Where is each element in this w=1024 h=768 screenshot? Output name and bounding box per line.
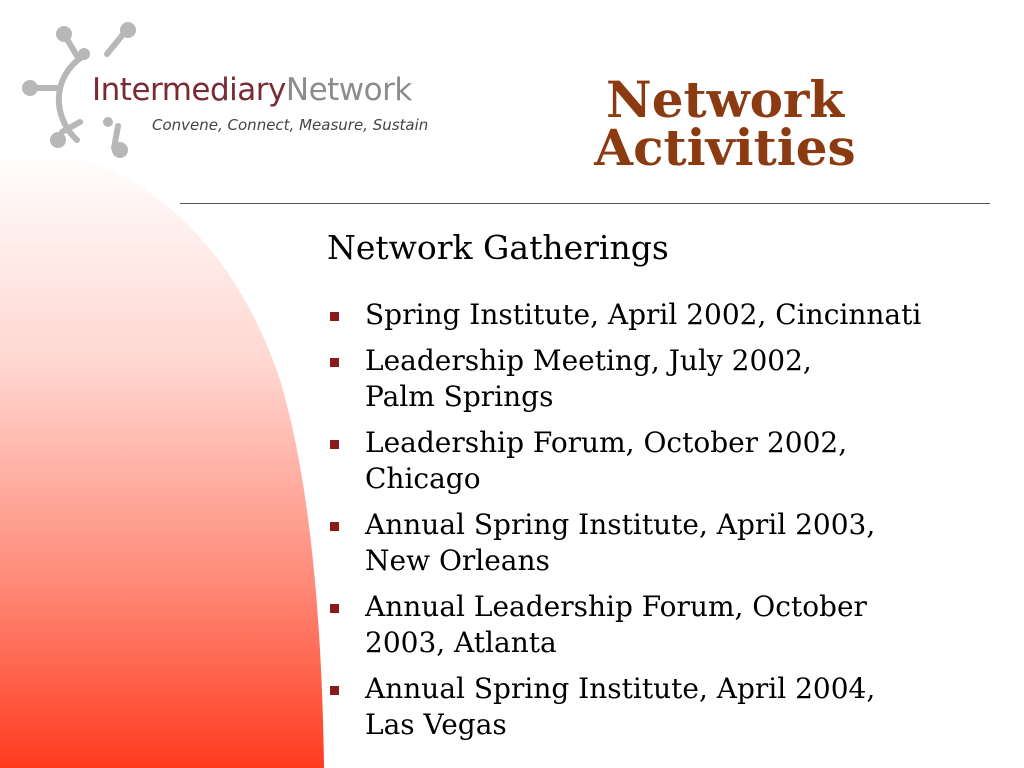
slide-title-line1: Network	[606, 70, 844, 129]
list-item-line2: 2003, Atlanta	[365, 626, 557, 659]
list-item-line1: Annual Leadership Forum, October	[365, 590, 867, 623]
slide-title	[560, 70, 890, 177]
list-item-line2: New Orleans	[365, 544, 550, 577]
list-item	[330, 297, 990, 333]
list-item-line2: Las Vegas	[365, 708, 507, 741]
list-item	[330, 343, 990, 415]
square-bullet-icon	[330, 312, 339, 321]
list-item-line1: Annual Spring Institute, April 2003,	[365, 508, 876, 541]
section-heading: Network Gatherings	[327, 228, 669, 267]
logo-name-part1: Intermediary	[92, 72, 286, 108]
list-item-line1: Spring Institute, April 2002, Cincinnati	[365, 298, 922, 331]
square-bullet-icon	[330, 358, 339, 367]
list-item-line1: Annual Spring Institute, April 2004,	[365, 672, 876, 705]
square-bullet-icon	[330, 686, 339, 695]
list-item	[330, 589, 990, 661]
list-item-line2: Chicago	[365, 462, 481, 495]
square-bullet-icon	[330, 522, 339, 531]
list-item	[330, 425, 990, 497]
logo-tagline: Convene, Connect, Measure, Sustain	[152, 116, 429, 134]
list-item-line1: Leadership Meeting, July 2002,	[365, 344, 812, 377]
logo-wordmark	[92, 72, 412, 108]
title-divider	[180, 203, 990, 204]
list-item-line2: Palm Springs	[365, 380, 554, 413]
square-bullet-icon	[330, 440, 339, 449]
list-item-line1: Leadership Forum, October 2002,	[365, 426, 848, 459]
square-bullet-icon	[330, 604, 339, 613]
gatherings-list	[330, 297, 990, 753]
list-item	[330, 671, 990, 743]
logo-name-part2: Network	[285, 72, 412, 108]
slide-title-line2: Activities	[594, 118, 856, 177]
list-item	[330, 507, 990, 579]
